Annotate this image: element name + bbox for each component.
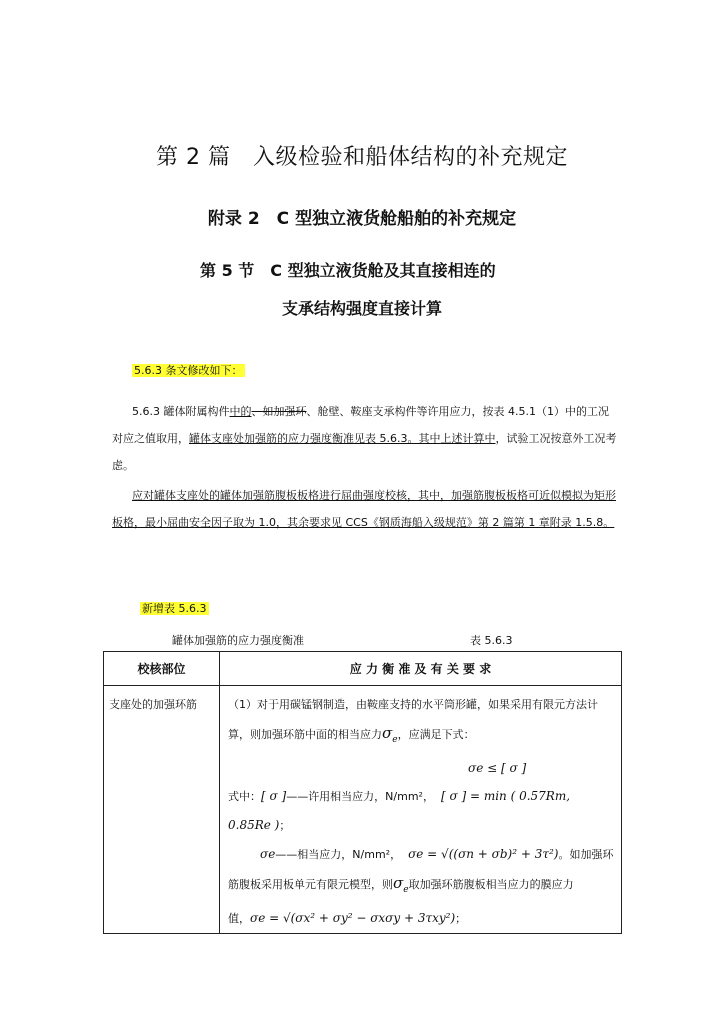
criteria-line4: 筋腹板采用板单元有限元模型，则$\sigma_e$取加强环筋腹板相当应力的膜应力 — [228, 874, 574, 895]
formula-allowable: [ σ ] = min ( 0.57Rm, 0.85Re ) — [228, 789, 571, 832]
revision-note: 5.6.3 条文修改如下： — [134, 364, 243, 377]
table-number: 表 5.6.3 — [470, 634, 513, 647]
criteria-line1: （1）对于用碳锰钢制造，由鞍座支持的水平筒形罐，如果采用有限元方法计算，则加强环筋中面的相当应力$\sigma_e$，应满足下式： — [228, 698, 598, 745]
formula-membrane: σe = √(σx² + σy² − σxσy + 3τxy²) — [250, 911, 456, 925]
row-location: 支座处的加强环筋 — [104, 686, 220, 934]
criteria-line5: 值，σe = √(σx² + σy² − σxσy + 3τxy²)； — [228, 911, 467, 925]
criteria-line2: 式中：[ σ ]——许用相当应力，N/mm²， [ σ ] = min ( 0.57Rm, 0.85Re )； — [228, 789, 571, 832]
section-title-line2: 支承结构强度直接计算 — [281, 299, 442, 318]
formula-condition: σe ≤ [ σ ] — [468, 761, 527, 775]
criteria-table — [103, 651, 622, 934]
header-check-location: 校核部位 — [104, 652, 220, 686]
appendix-title: 附录 2 C 型独立液货舱船舶的补充规定 — [207, 209, 517, 229]
paragraph-5-6-3: 5.6.3 罐体附属构件中的、如加强环、舱壁、鞍座支承构件等许用应力，按表 4.5.1（1）中的工况对应之值取用，罐体支座处加强筋的应力强度衡准见表 5.6.3。其中上述计算中，试验工况按意外工况考虑。 — [112, 405, 617, 472]
paragraph-buckling: 应对罐体支座处的罐体加强筋腹板板格进行屈曲强度校核，其中，加强筋腹板板格可近似模拟为矩形板格，最小屈曲安全因子取为 1.0，其余要求见 CCS《钢质海船入级规范》第 2 篇第 1 章附录 1.5.8。 — [112, 489, 616, 529]
row-criteria — [220, 686, 622, 934]
header-criteria: 应 力 衡 准 及 有 关 要 求 — [220, 652, 622, 686]
section-title-line1: 第 5 节 C 型独立液货舱及其直接相连的 — [200, 261, 496, 280]
part-title: 第 2 篇 入级检验和船体结构的补充规定 — [156, 145, 568, 170]
table-header-row — [104, 652, 622, 686]
criteria-line3: σe——相当应力，N/mm²， σe = √((σn + σb)² + 3τ²)。如加强环 — [260, 847, 614, 861]
new-table-note: 新增表 5.6.3 — [142, 602, 207, 615]
table-row — [104, 686, 622, 934]
table-caption: 罐体加强筋的应力强度衡准 — [172, 634, 304, 647]
formula-equivalent: σe = √((σn + σb)² + 3τ²) — [408, 847, 559, 861]
